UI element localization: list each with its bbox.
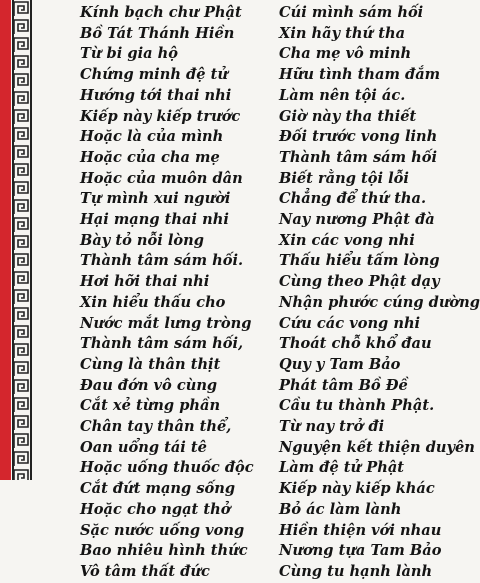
verse-line: Hoặc của cha mẹ: [80, 148, 220, 166]
verse-line: Oan uổng tái tê: [80, 438, 207, 456]
verse-line: Hoặc uống thuốc độc: [80, 459, 254, 477]
verse-line: Nguyện kết thiện duyên: [279, 438, 475, 456]
verse-line: Chẳng để thứ tha.: [279, 190, 427, 208]
verse-line: Thoát chỗ khổ đau: [279, 335, 432, 353]
verse-line: Thành tâm sám hối.: [80, 252, 244, 270]
verse-line: Nương tựa Tam Bảo: [279, 542, 442, 560]
verse-line: Từ bi gia hộ: [80, 45, 179, 63]
verse-line: Nhận phước cúng dường: [279, 293, 480, 311]
verse-line: Giờ này tha thiết: [279, 107, 417, 125]
verse-line: Cứu các vong nhi: [279, 314, 421, 332]
red-margin-bar: [0, 0, 11, 480]
verse-line: Xin hãy thứ tha: [279, 24, 406, 42]
verse-line: Cùng là thân thịt: [80, 355, 221, 373]
verse-line: Cắt xẻ từng phần: [80, 397, 221, 415]
verse-line: Chứng minh đệ tử: [80, 66, 228, 84]
verse-line: Thành tâm sám hối: [279, 148, 438, 166]
verse-line: Cắt đứt mạng sống: [80, 480, 236, 498]
verse-line: Nước mắt lưng tròng: [80, 314, 252, 332]
verse-line: Nay nương Phật đà: [279, 211, 435, 229]
verse-line: Kiếp này kiếp khác: [279, 480, 435, 498]
verse-line: Xin hiểu thấu cho: [80, 293, 226, 311]
verse-line: Cùng theo Phật dạy: [279, 273, 440, 291]
verse-line: Chân tay thân thể,: [80, 418, 232, 436]
verse-line: Làm đệ tử Phật: [279, 459, 405, 477]
border-line-right: [30, 0, 32, 480]
verse-line: Từ nay trở đi: [279, 418, 385, 436]
verse-line: Bỏ ác làm lành: [279, 500, 402, 518]
verse-line: Đối trước vong linh: [279, 128, 438, 146]
verse-line: Sặc nước uống vong: [80, 521, 245, 539]
verse-line: Vô tâm thất đức: [80, 562, 210, 580]
verse-line: Kiếp này kiếp trước: [80, 107, 241, 125]
verse-line: Kính bạch chư Phật: [80, 4, 242, 21]
verse-line: Hướng tới thai nhi: [80, 86, 232, 104]
verse-column-left: [80, 3, 254, 583]
verse-line: Quy y Tam Bảo: [279, 355, 401, 373]
verse-line: Cầu tu thành Phật.: [279, 397, 435, 415]
verse-line: Cúi mình sám hối: [279, 4, 424, 21]
greek-key-border: [12, 0, 30, 480]
verse-line: Cùng tu hạnh lành: [279, 562, 433, 580]
verse-column-right: [279, 3, 480, 583]
verse-line: Bồ Tát Thánh Hiền: [80, 24, 235, 42]
verse-line: Hoặc cho ngạt thở: [80, 500, 231, 518]
border-line-left: [12, 0, 14, 480]
verse-line: Biết rằng tội lỗi: [279, 169, 409, 187]
verse-line: Hơi hỡi thai nhi: [80, 273, 210, 291]
verse-line: Hại mạng thai nhi: [80, 211, 229, 229]
verse-line: Thành tâm sám hối,: [80, 335, 244, 353]
verse-line: Làm nên tội ác.: [279, 86, 406, 104]
verse-line: Tự mình xui người: [80, 190, 231, 208]
verse-line: Phát tâm Bồ Đề: [279, 376, 408, 394]
verse-line: Hữu tình tham đắm: [279, 66, 441, 84]
verse-line: Hoặc của muôn dân: [80, 169, 243, 187]
verse-line: Cha mẹ vô minh: [279, 45, 412, 63]
verse-line: Xin các vong nhi: [279, 231, 415, 249]
verse-line: Hoặc là của mình: [80, 128, 224, 146]
verse-line: Bày tỏ nỗi lòng: [80, 231, 204, 249]
verse-line: Hiền thiện với nhau: [279, 521, 442, 539]
verse-line: Bao nhiêu hình thức: [80, 542, 248, 560]
verse-line: Thấu hiểu tấm lòng: [279, 252, 440, 270]
verse-line: Đau đớn vô cùng: [80, 376, 218, 394]
